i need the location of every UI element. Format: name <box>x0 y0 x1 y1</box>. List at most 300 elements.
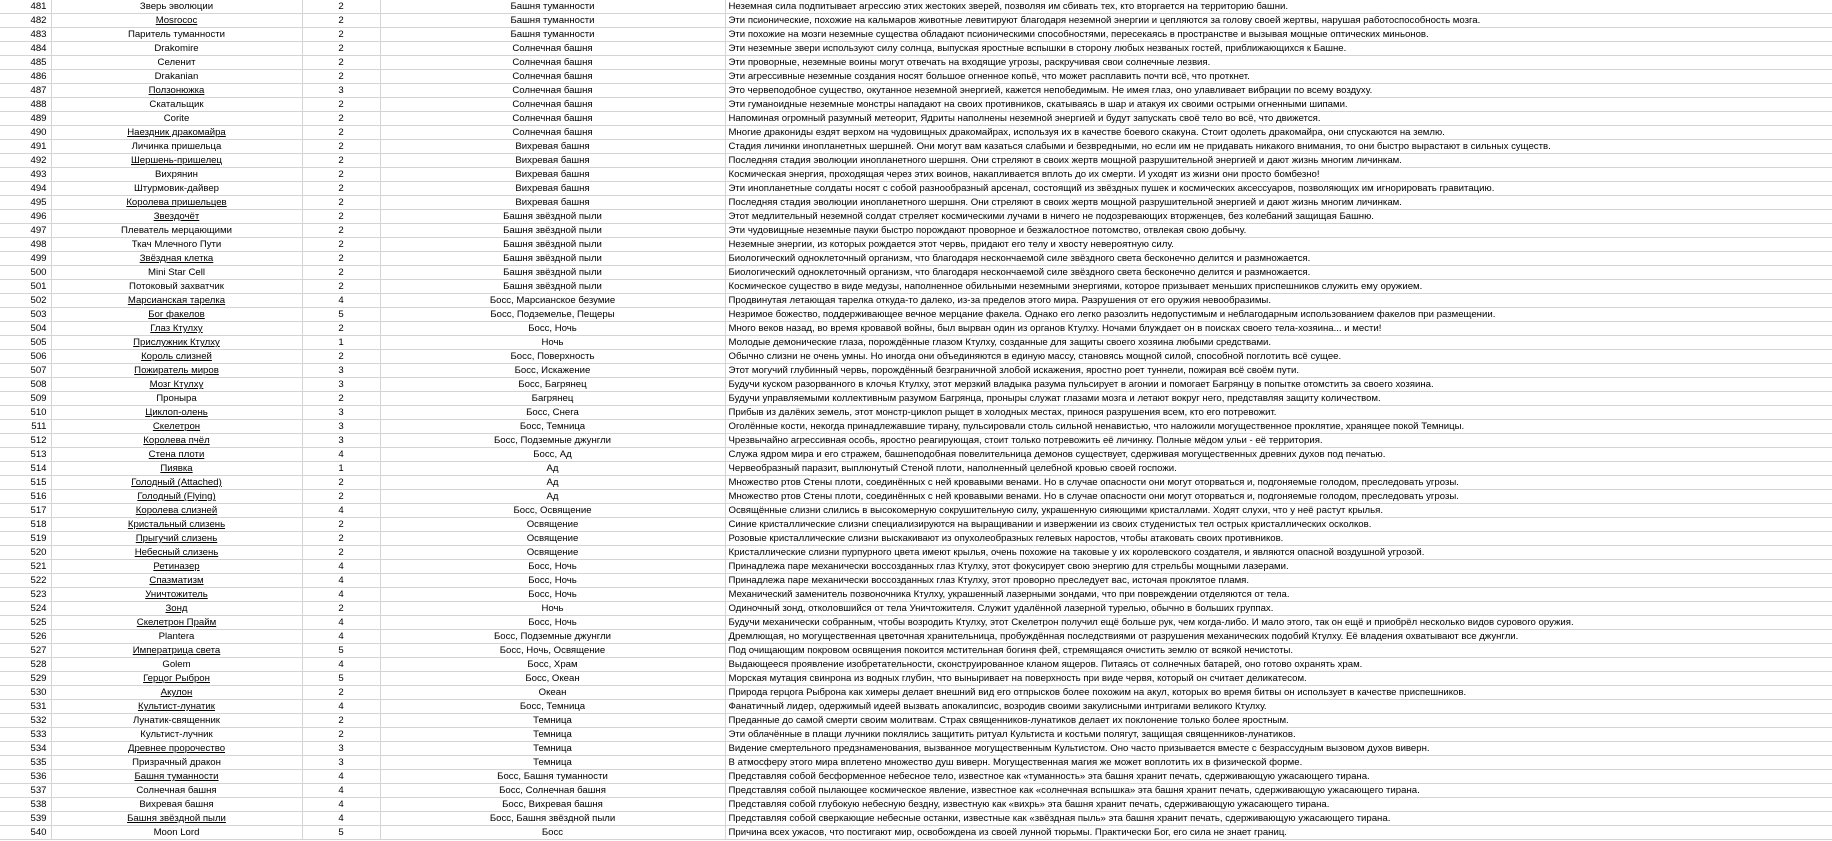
row-number-cell[interactable]: 509 <box>0 392 51 406</box>
table-row[interactable] <box>0 574 1832 588</box>
row-number-cell[interactable]: 525 <box>0 616 51 630</box>
name-cell[interactable]: Наездник дракомайра <box>51 126 302 140</box>
name-cell[interactable]: Королева пчёл <box>51 434 302 448</box>
location-cell[interactable]: Босс, Ад <box>380 448 725 462</box>
level-cell[interactable]: 3 <box>302 406 380 420</box>
location-cell[interactable]: Вихревая башня <box>380 182 725 196</box>
level-cell[interactable]: 2 <box>302 266 380 280</box>
table-row[interactable] <box>0 658 1832 672</box>
table-row[interactable] <box>0 112 1832 126</box>
row-number-cell[interactable]: 506 <box>0 350 51 364</box>
location-cell[interactable]: Солнечная башня <box>380 112 725 126</box>
name-cell[interactable]: Drakomire <box>51 42 302 56</box>
name-cell[interactable]: Mosrocoс <box>51 14 302 28</box>
table-row[interactable] <box>0 350 1832 364</box>
row-number-cell[interactable]: 493 <box>0 168 51 182</box>
description-cell[interactable]: Механический заменитель позвоночника Ктулху, украшенный лазерными зондами, что при повреждении отделяются от тела. <box>725 588 1832 602</box>
description-cell[interactable]: Эти облачённые в плащи лучники поклялись защитить ритуал Культиста и костьми полягут, защищая священников-лунатиков. <box>725 728 1832 742</box>
row-number-cell[interactable]: 505 <box>0 336 51 350</box>
row-number-cell[interactable]: 490 <box>0 126 51 140</box>
level-cell[interactable]: 1 <box>302 336 380 350</box>
level-cell[interactable]: 2 <box>302 476 380 490</box>
name-cell[interactable]: Личинка пришельца <box>51 140 302 154</box>
table-row[interactable] <box>0 784 1832 798</box>
row-number-cell[interactable]: 526 <box>0 630 51 644</box>
table-row[interactable] <box>0 28 1832 42</box>
row-number-cell[interactable]: 521 <box>0 560 51 574</box>
row-number-cell[interactable]: 537 <box>0 784 51 798</box>
table-row[interactable] <box>0 630 1832 644</box>
level-cell[interactable]: 2 <box>302 140 380 154</box>
table-row[interactable] <box>0 560 1832 574</box>
name-cell[interactable]: Солнечная башня <box>51 784 302 798</box>
level-cell[interactable]: 4 <box>302 588 380 602</box>
location-cell[interactable]: Вихревая башня <box>380 140 725 154</box>
table-row[interactable] <box>0 672 1832 686</box>
name-cell[interactable]: Corite <box>51 112 302 126</box>
level-cell[interactable]: 2 <box>302 168 380 182</box>
name-cell[interactable]: Стена плоти <box>51 448 302 462</box>
name-cell[interactable]: Потоковый захватчик <box>51 280 302 294</box>
table-row[interactable] <box>0 616 1832 630</box>
location-cell[interactable]: Босс, Ночь <box>380 560 725 574</box>
location-cell[interactable]: Темница <box>380 756 725 770</box>
table-row[interactable] <box>0 686 1832 700</box>
name-cell[interactable]: Культист-лучник <box>51 728 302 742</box>
name-cell[interactable]: Императрица света <box>51 644 302 658</box>
description-cell[interactable]: Эти неземные звери используют силу солнца, выпуская яростные вспышки в сторону любых незваных гостей, приближающихся к Башне. <box>725 42 1832 56</box>
location-cell[interactable]: Башня звёздной пыли <box>380 238 725 252</box>
table-row[interactable] <box>0 602 1832 616</box>
row-number-cell[interactable]: 527 <box>0 644 51 658</box>
location-cell[interactable]: Башня звёздной пыли <box>380 280 725 294</box>
location-cell[interactable]: Босс, Багрянец <box>380 378 725 392</box>
description-cell[interactable]: Червеобразный паразит, выплюнутый Стеной плоти, наполненный целебной кровью своей госпожи. <box>725 462 1832 476</box>
description-cell[interactable]: Кристаллические слизни пурпурного цвета имеют крылья, очень похожие на таковые у их королевского создателя, и являются опасной воздушной угрозой. <box>725 546 1832 560</box>
location-cell[interactable]: Башня туманности <box>380 14 725 28</box>
table-row[interactable] <box>0 728 1832 742</box>
row-number-cell[interactable]: 511 <box>0 420 51 434</box>
level-cell[interactable]: 4 <box>302 770 380 784</box>
name-cell[interactable]: Пиявка <box>51 462 302 476</box>
name-cell[interactable]: Марсианская тарелка <box>51 294 302 308</box>
location-cell[interactable]: Темница <box>380 728 725 742</box>
row-number-cell[interactable]: 498 <box>0 238 51 252</box>
location-cell[interactable]: Босс, Башня туманности <box>380 770 725 784</box>
level-cell[interactable]: 4 <box>302 560 380 574</box>
location-cell[interactable]: Солнечная башня <box>380 126 725 140</box>
level-cell[interactable]: 2 <box>302 56 380 70</box>
table-row[interactable] <box>0 756 1832 770</box>
row-number-cell[interactable]: 486 <box>0 70 51 84</box>
name-cell[interactable]: Вихревая башня <box>51 798 302 812</box>
table-row[interactable] <box>0 0 1832 14</box>
name-cell[interactable]: Культист-лунатик <box>51 700 302 714</box>
row-number-cell[interactable]: 534 <box>0 742 51 756</box>
table-row[interactable] <box>0 98 1832 112</box>
row-number-cell[interactable]: 536 <box>0 770 51 784</box>
location-cell[interactable]: Башня туманности <box>380 0 725 14</box>
table-row[interactable] <box>0 644 1832 658</box>
level-cell[interactable]: 4 <box>302 812 380 826</box>
description-cell[interactable]: Будучи управляемыми коллективным разумом Багрянца, проныры служат глазами мозга и летают вокруг него, представляя защиту количеством. <box>725 392 1832 406</box>
name-cell[interactable]: Прыгучий слизень <box>51 532 302 546</box>
location-cell[interactable]: Освящение <box>380 532 725 546</box>
table-row[interactable] <box>0 182 1832 196</box>
name-cell[interactable]: Скелетрон Прайм <box>51 616 302 630</box>
description-cell[interactable]: Причина всех ужасов, что постигают мир, освобождена из своей лунной тюрьмы. Практически Бог, его сила не знает границ. <box>725 826 1832 840</box>
level-cell[interactable]: 1 <box>302 462 380 476</box>
table-row[interactable] <box>0 238 1832 252</box>
level-cell[interactable]: 4 <box>302 504 380 518</box>
location-cell[interactable]: Босс, Ночь <box>380 588 725 602</box>
description-cell[interactable]: Дремлющая, но могущественная цветочная хранительница, пробуждённая последствиями от разрушения механических подобий Ктулху. Её владения охватывают все джунгли. <box>725 630 1832 644</box>
description-cell[interactable]: Эти агрессивные неземные создания носят большое огненное копьё, что может расплавить почти всё, что проткнет. <box>725 70 1832 84</box>
description-cell[interactable]: Чрезвычайно агрессивная особь, яростно реагирующая, стоит только потревожить её личинку. Полные мёдом ульи - её территория. <box>725 434 1832 448</box>
description-cell[interactable]: Представляя собой бесформенное небесное тело, известное как «туманность» эта башня хранит печать, сдерживающую ужасающего тирана. <box>725 770 1832 784</box>
location-cell[interactable]: Босс, Поверхность <box>380 350 725 364</box>
row-number-cell[interactable]: 523 <box>0 588 51 602</box>
level-cell[interactable]: 4 <box>302 616 380 630</box>
table-row[interactable] <box>0 826 1832 840</box>
level-cell[interactable]: 5 <box>302 308 380 322</box>
row-number-cell[interactable]: 514 <box>0 462 51 476</box>
row-number-cell[interactable]: 539 <box>0 812 51 826</box>
row-number-cell[interactable]: 482 <box>0 14 51 28</box>
row-number-cell[interactable]: 512 <box>0 434 51 448</box>
table-row[interactable] <box>0 266 1832 280</box>
row-number-cell[interactable]: 508 <box>0 378 51 392</box>
description-cell[interactable]: Видение смертельного предзнаменования, вызванное могущественным Культистом. Оно часто призывается вместе с безрассудным вызовом духов виверн. <box>725 742 1832 756</box>
description-cell[interactable]: Освящённые слизни слились в высокомерную сокрушительную силу, украшенную сияющими кристаллами. Ходят слухи, что у неё растут крылья. <box>725 504 1832 518</box>
description-cell[interactable]: Множество ртов Стены плоти, соединённых с ней кровавыми венами. Но в случае опасности они могут оторваться и, подгоняемые голодом, преследовать угрозы. <box>725 490 1832 504</box>
level-cell[interactable]: 2 <box>302 546 380 560</box>
level-cell[interactable]: 5 <box>302 826 380 840</box>
location-cell[interactable]: Босс, Ночь <box>380 616 725 630</box>
location-cell[interactable]: Босс, Освящение <box>380 504 725 518</box>
location-cell[interactable]: Ад <box>380 476 725 490</box>
location-cell[interactable]: Башня звёздной пыли <box>380 224 725 238</box>
row-number-cell[interactable]: 488 <box>0 98 51 112</box>
row-number-cell[interactable]: 483 <box>0 28 51 42</box>
location-cell[interactable]: Башня звёздной пыли <box>380 252 725 266</box>
level-cell[interactable]: 4 <box>302 574 380 588</box>
location-cell[interactable]: Босс, Башня звёздной пыли <box>380 812 725 826</box>
table-row[interactable] <box>0 336 1832 350</box>
level-cell[interactable]: 2 <box>302 42 380 56</box>
level-cell[interactable]: 4 <box>302 448 380 462</box>
location-cell[interactable]: Вихревая башня <box>380 168 725 182</box>
description-cell[interactable]: Стадия личинки инопланетных шершней. Они могут вам казаться слабыми и безвредными, но если им не придавать никакого внимания, то они быстро вырастают в сильных существ. <box>725 140 1832 154</box>
description-cell[interactable]: Служа ядром мира и его стражем, башнеподобная повелительница демонов существует, сдерживая могущественных древних духов под печатью. <box>725 448 1832 462</box>
description-cell[interactable]: Космическое существо в виде медузы, наполненное обильными неземными энергиями, которое призывает меньших приспешников служить ему оружием. <box>725 280 1832 294</box>
level-cell[interactable]: 2 <box>302 252 380 266</box>
description-cell[interactable]: Фанатичный лидер, одержимый идеей вызвать апокалипсис, возродив своими закулисными интригами великого Ктулху. <box>725 700 1832 714</box>
level-cell[interactable]: 2 <box>302 224 380 238</box>
location-cell[interactable]: Босс, Подземелье, Пещеры <box>380 308 725 322</box>
name-cell[interactable]: Лунатик-священник <box>51 714 302 728</box>
row-number-cell[interactable]: 513 <box>0 448 51 462</box>
location-cell[interactable]: Солнечная башня <box>380 84 725 98</box>
row-number-cell[interactable]: 528 <box>0 658 51 672</box>
description-cell[interactable]: Розовые кристаллические слизни выскакивают из опухолеобразных гелевых наростов, чтобы атаковать своих противников. <box>725 532 1832 546</box>
name-cell[interactable]: Плеватель мерцающими <box>51 224 302 238</box>
name-cell[interactable]: Пожиратель миров <box>51 364 302 378</box>
description-cell[interactable]: Эти чудовищные неземные пауки быстро порождают проворное и безжалостное потомство, отвлекая свою добычу. <box>725 224 1832 238</box>
table-row[interactable] <box>0 308 1832 322</box>
row-number-cell[interactable]: 497 <box>0 224 51 238</box>
name-cell[interactable]: Moon Lord <box>51 826 302 840</box>
table-row[interactable] <box>0 210 1832 224</box>
row-number-cell[interactable]: 481 <box>0 0 51 14</box>
description-cell[interactable]: Продвинутая летающая тарелка откуда-то далеко, из-за пределов этого мира. Разрушения от его оружия невообразимы. <box>725 294 1832 308</box>
name-cell[interactable]: Башня звёздной пыли <box>51 812 302 826</box>
row-number-cell[interactable]: 485 <box>0 56 51 70</box>
row-number-cell[interactable]: 516 <box>0 490 51 504</box>
location-cell[interactable]: Босс, Ночь <box>380 574 725 588</box>
description-cell[interactable]: Незримое божество, поддерживающее вечное мерцание факела. Однако его легко разозлить недопустимым и неблагодарным использованием факелов при размещении. <box>725 308 1832 322</box>
name-cell[interactable]: Скатальщик <box>51 98 302 112</box>
level-cell[interactable]: 2 <box>302 112 380 126</box>
table-row[interactable] <box>0 462 1832 476</box>
table-row[interactable] <box>0 420 1832 434</box>
level-cell[interactable]: 3 <box>302 756 380 770</box>
level-cell[interactable]: 2 <box>302 280 380 294</box>
table-row[interactable] <box>0 196 1832 210</box>
description-cell[interactable]: Будучи механически собранным, чтобы возродить Ктулху, этот Скелетрон получил ещё больше рук, чем когда-либо. И мало этого, так он ещё и приобрёл несколько видов сурового оружия. <box>725 616 1832 630</box>
table-row[interactable] <box>0 168 1832 182</box>
location-cell[interactable]: Босс, Снега <box>380 406 725 420</box>
row-number-cell[interactable]: 531 <box>0 700 51 714</box>
row-number-cell[interactable]: 491 <box>0 140 51 154</box>
name-cell[interactable]: Звёздная клетка <box>51 252 302 266</box>
description-cell[interactable]: Преданные до самой смерти своим молитвам. Страх священников-лунатиков делает их поклонение только более яростным. <box>725 714 1832 728</box>
row-number-cell[interactable]: 517 <box>0 504 51 518</box>
location-cell[interactable]: Босс, Искажение <box>380 364 725 378</box>
description-cell[interactable]: Одиночный зонд, отколовшийся от тела Уничтожителя. Служит удалённой лазерной турелью, обычно в больших группах. <box>725 602 1832 616</box>
name-cell[interactable]: Акулон <box>51 686 302 700</box>
level-cell[interactable]: 2 <box>302 14 380 28</box>
row-number-cell[interactable]: 504 <box>0 322 51 336</box>
level-cell[interactable]: 2 <box>302 532 380 546</box>
name-cell[interactable]: Древнее пророчество <box>51 742 302 756</box>
level-cell[interactable]: 4 <box>302 700 380 714</box>
table-row[interactable] <box>0 770 1832 784</box>
level-cell[interactable]: 2 <box>302 196 380 210</box>
row-number-cell[interactable]: 510 <box>0 406 51 420</box>
description-cell[interactable]: Последняя стадия эволюции инопланетного шершня. Они стреляют в своих жертв мощной разрушительной энергией и дают жизнь многим личинкам. <box>725 154 1832 168</box>
location-cell[interactable]: Солнечная башня <box>380 56 725 70</box>
row-number-cell[interactable]: 502 <box>0 294 51 308</box>
description-cell[interactable]: Природа герцога Рыброна как химеры делает внешний вид его отпрысков более похожим на акул, которых во время битвы он использует в качестве приспешников. <box>725 686 1832 700</box>
name-cell[interactable]: Кристальный слизень <box>51 518 302 532</box>
row-number-cell[interactable]: 494 <box>0 182 51 196</box>
name-cell[interactable]: Призрачный дракон <box>51 756 302 770</box>
name-cell[interactable]: Голодный (Attached) <box>51 476 302 490</box>
name-cell[interactable]: Шершень-пришелец <box>51 154 302 168</box>
row-number-cell[interactable]: 501 <box>0 280 51 294</box>
description-cell[interactable]: Выдающееся проявление изобретательности, сконструированное кланом ящеров. Питаясь от солнечных батарей, оно готово охранять храм. <box>725 658 1832 672</box>
table-row[interactable] <box>0 378 1832 392</box>
table-row[interactable] <box>0 280 1832 294</box>
location-cell[interactable]: Башня звёздной пыли <box>380 210 725 224</box>
table-row[interactable] <box>0 70 1832 84</box>
description-cell[interactable]: Напоминая огромный разумный метеорит, Ядриты наполнены неземной энергией и будут запускать своё тело во всё, что движется. <box>725 112 1832 126</box>
level-cell[interactable]: 2 <box>302 686 380 700</box>
row-number-cell[interactable]: 520 <box>0 546 51 560</box>
location-cell[interactable]: Освящение <box>380 546 725 560</box>
name-cell[interactable]: Циклоп-олень <box>51 406 302 420</box>
table-row[interactable] <box>0 322 1832 336</box>
table-row[interactable] <box>0 154 1832 168</box>
row-number-cell[interactable]: 524 <box>0 602 51 616</box>
table-row[interactable] <box>0 406 1832 420</box>
level-cell[interactable]: 2 <box>302 728 380 742</box>
name-cell[interactable]: Глаз Ктулху <box>51 322 302 336</box>
description-cell[interactable]: Биологический одноклеточный организм, что благодаря нескончаемой силе звёздного света бесконечно делится и размножается. <box>725 252 1832 266</box>
description-cell[interactable]: Обычно слизни не очень умны. Но иногда они объединяются в единую массу, становясь мощной силой, способной поглотить всё сущее. <box>725 350 1832 364</box>
description-cell[interactable]: В атмосферу этого мира вплетено множество душ виверн. Могущественная магия же может воплотить их в физической форме. <box>725 756 1832 770</box>
location-cell[interactable]: Босс, Темница <box>380 700 725 714</box>
description-cell[interactable]: Под очищающим покровом освящения покоится мстительная богиня фей, стремящаяся очистить землю от всякой нечистоты. <box>725 644 1832 658</box>
row-number-cell[interactable]: 540 <box>0 826 51 840</box>
name-cell[interactable]: Прислужник Ктулху <box>51 336 302 350</box>
table-row[interactable] <box>0 546 1832 560</box>
row-number-cell[interactable]: 518 <box>0 518 51 532</box>
row-number-cell[interactable]: 507 <box>0 364 51 378</box>
table-row[interactable] <box>0 140 1832 154</box>
level-cell[interactable]: 2 <box>302 0 380 14</box>
table-row[interactable] <box>0 434 1832 448</box>
level-cell[interactable]: 3 <box>302 420 380 434</box>
level-cell[interactable]: 5 <box>302 672 380 686</box>
table-row[interactable] <box>0 700 1832 714</box>
level-cell[interactable]: 2 <box>302 98 380 112</box>
name-cell[interactable]: Голодный (Flying) <box>51 490 302 504</box>
row-number-cell[interactable]: 500 <box>0 266 51 280</box>
location-cell[interactable]: Босс, Подземные джунгли <box>380 630 725 644</box>
name-cell[interactable]: Башня туманности <box>51 770 302 784</box>
name-cell[interactable]: Король слизней <box>51 350 302 364</box>
level-cell[interactable]: 2 <box>302 392 380 406</box>
description-cell[interactable]: Представляя собой сверкающие небесные останки, известные как «звёздная пыль» эта башня хранит печать, сдерживающую ужасающего тирана. <box>725 812 1832 826</box>
level-cell[interactable]: 4 <box>302 784 380 798</box>
description-cell[interactable]: Последняя стадия эволюции инопланетного шершня. Они стреляют в своих жертв мощной разрушительной энергией и дают жизнь многим личинкам. <box>725 196 1832 210</box>
description-cell[interactable]: Эти проворные, неземные воины могут отвечать на входящие угрозы, раскручивая свои солнечные лезвия. <box>725 56 1832 70</box>
location-cell[interactable]: Солнечная башня <box>380 98 725 112</box>
name-cell[interactable]: Ретиназер <box>51 560 302 574</box>
name-cell[interactable]: Зонд <box>51 602 302 616</box>
table-row[interactable] <box>0 518 1832 532</box>
row-number-cell[interactable]: 495 <box>0 196 51 210</box>
table-row[interactable] <box>0 392 1832 406</box>
table-row[interactable] <box>0 742 1832 756</box>
level-cell[interactable]: 2 <box>302 126 380 140</box>
location-cell[interactable]: Босс, Ночь, Освящение <box>380 644 725 658</box>
table-row[interactable] <box>0 490 1832 504</box>
table-row[interactable] <box>0 294 1832 308</box>
level-cell[interactable]: 3 <box>302 378 380 392</box>
row-number-cell[interactable]: 529 <box>0 672 51 686</box>
description-cell[interactable]: Эти инопланетные солдаты носят с собой разнообразный арсенал, состоящий из звёздных пушек и космических аксессуаров, позволяющих им игнорировать гравитацию. <box>725 182 1832 196</box>
level-cell[interactable]: 4 <box>302 658 380 672</box>
description-cell[interactable]: Много веков назад, во время кровавой войны, был вырван один из органов Ктулху. Ночами блуждает он в поисках своего тела-хозяина... и мести! <box>725 322 1832 336</box>
location-cell[interactable]: Босс, Океан <box>380 672 725 686</box>
description-cell[interactable]: Принадлежа паре механически воссозданных глаз Ктулху, этот фокусирует свою энергию для стрельбы мощными лазерами. <box>725 560 1832 574</box>
table-row[interactable] <box>0 252 1832 266</box>
table-row[interactable] <box>0 504 1832 518</box>
location-cell[interactable]: Ночь <box>380 336 725 350</box>
location-cell[interactable]: Башня звёздной пыли <box>380 266 725 280</box>
row-number-cell[interactable]: 484 <box>0 42 51 56</box>
location-cell[interactable]: Босс, Вихревая башня <box>380 798 725 812</box>
table-row[interactable] <box>0 532 1832 546</box>
location-cell[interactable]: Башня туманности <box>380 28 725 42</box>
row-number-cell[interactable]: 530 <box>0 686 51 700</box>
table-row[interactable] <box>0 798 1832 812</box>
table-row[interactable] <box>0 224 1832 238</box>
row-number-cell[interactable]: 496 <box>0 210 51 224</box>
name-cell[interactable]: Королева пришельцев <box>51 196 302 210</box>
level-cell[interactable]: 5 <box>302 644 380 658</box>
description-cell[interactable]: Биологический одноклеточный организм, что благодаря нескончаемой силе звёздного света бесконечно делится и размножается. <box>725 266 1832 280</box>
description-cell[interactable]: Прибыв из далёких земель, этот монстр-циклоп рыщет в холодных местах, принося разрушения всем, кто его потревожит. <box>725 406 1832 420</box>
table-row[interactable] <box>0 42 1832 56</box>
location-cell[interactable]: Босс, Ночь <box>380 322 725 336</box>
level-cell[interactable]: 3 <box>302 364 380 378</box>
description-cell[interactable]: Многие дракониды ездят верхом на чудовищных дракомайрах, используя их в качестве боевого скакуна. Стоит одолеть дракомайра, они спускаются на землю. <box>725 126 1832 140</box>
name-cell[interactable]: Ползонюжка <box>51 84 302 98</box>
row-number-cell[interactable]: 499 <box>0 252 51 266</box>
location-cell[interactable]: Темница <box>380 742 725 756</box>
row-number-cell[interactable]: 487 <box>0 84 51 98</box>
row-number-cell[interactable]: 533 <box>0 728 51 742</box>
name-cell[interactable]: Скелетрон <box>51 420 302 434</box>
level-cell[interactable]: 4 <box>302 798 380 812</box>
name-cell[interactable]: Бог факелов <box>51 308 302 322</box>
location-cell[interactable]: Солнечная башня <box>380 70 725 84</box>
description-cell[interactable]: Этот могучий глубинный червь, порождённый безграничной злобой искажения, яростно роет туннели, пожирая всё своём пути. <box>725 364 1832 378</box>
name-cell[interactable]: Штурмовик-дайвер <box>51 182 302 196</box>
name-cell[interactable]: Спазматизм <box>51 574 302 588</box>
level-cell[interactable]: 2 <box>302 518 380 532</box>
description-cell[interactable]: Оголённые кости, некогда принадлежавшие тирану, пульсировали столь сильной ненавистью, что наложили могущественное проклятие, хранящее покой Темницы. <box>725 420 1832 434</box>
location-cell[interactable]: Босс, Храм <box>380 658 725 672</box>
description-cell[interactable]: Представляя собой глубокую небесную бездну, известную как «вихрь» эта башня хранит печать, сдерживающую ужасающего тирана. <box>725 798 1832 812</box>
name-cell[interactable]: Паритель туманности <box>51 28 302 42</box>
table-row[interactable] <box>0 126 1832 140</box>
location-cell[interactable]: Темница <box>380 714 725 728</box>
description-cell[interactable]: Молодые демонические глаза, порождённые глазом Ктулху, созданные для защиты своего хозяина любыми средствами. <box>725 336 1832 350</box>
level-cell[interactable]: 4 <box>302 630 380 644</box>
description-cell[interactable]: Эти похожие на мозги неземные существа обладают псионическими способностями, пересекаясь в пространстве и вызывая мощные оптических миньонов. <box>725 28 1832 42</box>
name-cell[interactable]: Зверь эволюции <box>51 0 302 14</box>
description-cell[interactable]: Будучи куском разорванного в клочья Ктулху, этот мерзкий владыка разума пульсирует в агонии и помогает Багрянцу в попытке отомстить за своего хозяина. <box>725 378 1832 392</box>
level-cell[interactable]: 2 <box>302 70 380 84</box>
location-cell[interactable]: Босс, Марсианское безумие <box>380 294 725 308</box>
row-number-cell[interactable]: 532 <box>0 714 51 728</box>
description-cell[interactable]: Это червеподобное существо, окутанное неземной энергией, кажется непобедимым. Не имея глаз, оно улавливает вибрации по всему воздуху. <box>725 84 1832 98</box>
table-row[interactable] <box>0 448 1832 462</box>
name-cell[interactable]: Ткач Млечного Пути <box>51 238 302 252</box>
name-cell[interactable]: Golem <box>51 658 302 672</box>
location-cell[interactable]: Ночь <box>380 602 725 616</box>
description-cell[interactable]: Синие кристаллические слизни специализируются на выращивании и извержении из своих студенистых тел острых кристаллических осколков. <box>725 518 1832 532</box>
description-cell[interactable]: Неземные энергии, из которых рождается этот червь, придают его телу и хвосту невероятную силу. <box>725 238 1832 252</box>
name-cell[interactable]: Уничтожитель <box>51 588 302 602</box>
level-cell[interactable]: 2 <box>302 28 380 42</box>
location-cell[interactable]: Босс, Подземные джунгли <box>380 434 725 448</box>
